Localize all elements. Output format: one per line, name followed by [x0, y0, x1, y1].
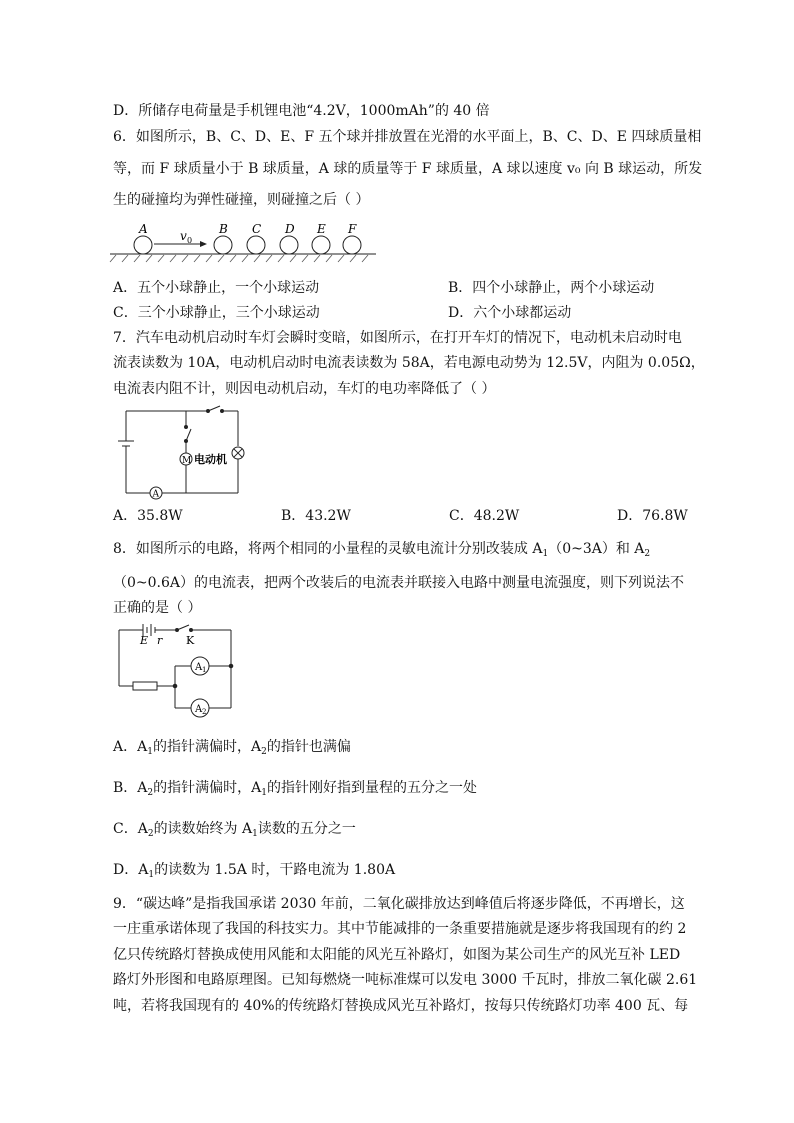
ball-a	[134, 236, 152, 254]
q9-stem-line-5: 吨，若将我国现有的 40%的传统路灯替换成风光互补路灯，按每只传统路灯功率 400 瓦、每	[113, 998, 689, 1014]
velocity-label: v	[180, 229, 187, 243]
motor-symbol-label: M	[182, 456, 192, 466]
q6-option-b: B．四个小球静止，两个小球运动	[448, 280, 655, 296]
velocity-subscript: 0	[187, 236, 193, 245]
q7-option-c: C．48.2W	[449, 508, 520, 524]
q9-stem-line-4: 路灯外形图和电路原理图。已知每燃烧一吨标准煤可以发电 3000 千瓦时，排放二氧化碳 2.61	[113, 972, 698, 988]
resistor-symbol	[133, 682, 157, 690]
ball-e	[312, 236, 330, 254]
q8-option-b: B．$A_2$的指针满偏时，$A_1$的指针刚好指到量程的五分之一处	[113, 780, 477, 798]
q7-option-a: A．35.8W	[113, 508, 183, 524]
q7-stem-line-1: 7．汽车电动机启动时车灯会瞬时变暗，如图所示，在打开车灯的情况下，电动机未启动时电	[113, 330, 682, 346]
ball-label-d: D	[285, 222, 295, 236]
q6-stem-line-3: 生的碰撞均为弹性碰撞，则碰撞之后（ ）	[113, 192, 370, 208]
q5-option-d: D．所储存电荷量是手机锂电池“4.2V，1000mAh”的 40 倍	[113, 103, 490, 119]
ball-label-b: B	[219, 222, 228, 236]
q6-stem-line-2: 等，而 F 球质量小于 B 球质量，A 球的质量等于 F 球质量，A 球以速度 v₀ 向 B 球运动，所发	[113, 161, 703, 177]
q6-option-c: C．三个小球静止，三个小球运动	[113, 305, 320, 321]
q7-option-d: D．76.8W	[617, 508, 688, 524]
ammeter-2-label: A	[195, 704, 203, 715]
q9-stem-line-2: 一庄重承诺体现了我国的科技实力。其中节能减排的一条重要措施就是逐步将我国现有的约 2	[113, 921, 687, 937]
ball-label-f: F	[348, 222, 357, 236]
q8-stem-line-3: 正确的是（ ）	[113, 600, 202, 616]
q8-option-a: A．$A_1$的指针满偏时，$A_2$的指针也满偏	[113, 739, 351, 757]
q6-stem-line-1: 6．如图所示，B、C、D、E、F 五个球并排放置在光滑的水平面上，B、C、D、E 四球质量相	[113, 129, 702, 145]
internal-resistance-label: r	[157, 634, 163, 647]
q8-option-c: C．$A_2$的读数始终为 $A_1$读数的五分之一	[113, 821, 356, 839]
ammeter-2-subscript: 2	[202, 708, 207, 716]
q9-stem-line-3: 亿只传统路灯替换成使用风能和太阳能的风光互补路灯，如图为某公司生产的风光互补 LED	[113, 947, 681, 963]
ammeter-1-label: A	[195, 662, 203, 673]
q9-stem-line-1: 9．“碳达峰”是指我国承诺 2030 年前，二氧化碳排放达到峰值后将逐步降低，不再增长，这	[113, 896, 685, 912]
q8-option-d: D．$A_1$的读数为 1.5A 时，干路电流为 1.80A	[113, 862, 396, 880]
ball-b	[214, 236, 232, 254]
ball-label-e: E	[317, 222, 326, 236]
q7-stem-line-3: 电流表内阻不计，则因电动机启动，车灯的电功率降低了（ ）	[113, 381, 496, 397]
q8-stem-line-2: （0~0.6A）的电流表，把两个改装后的电流表并联接入电路中测量电流强度，则下列说法不	[113, 575, 685, 591]
q6-option-d: D．六个小球都运动	[448, 305, 572, 321]
q8-circuit-figure	[113, 622, 243, 722]
q8-stem-line-1: 8．如图所示的电路，将两个相同的小量程的灵敏电流计分别改装成 $A_1(0\sim 3A)$和 $A_2$	[113, 541, 651, 559]
motor-label: 电动机	[194, 453, 227, 466]
ball-d	[280, 236, 298, 254]
ball-f	[343, 236, 361, 254]
switch-label: K	[186, 634, 195, 647]
q7-option-b: B．43.2W	[281, 508, 351, 524]
ball-c	[247, 236, 265, 254]
emf-label: E	[140, 634, 149, 647]
ball-label-a: A	[139, 222, 148, 236]
ball-label-c: C	[252, 222, 262, 236]
q7-circuit-figure	[116, 405, 246, 501]
q6-balls-figure	[108, 218, 378, 268]
ammeter-1-subscript: 1	[202, 666, 207, 674]
ammeter-symbol-label: A	[152, 489, 159, 500]
q6-option-a: A．五个小球静止，一个小球运动	[113, 280, 320, 296]
q7-stem-line-2: 流表读数为 10A，电动机启动时电流表读数为 58A，若电源电动势为 12.5V，内阻为 0.05Ω，	[113, 355, 705, 371]
